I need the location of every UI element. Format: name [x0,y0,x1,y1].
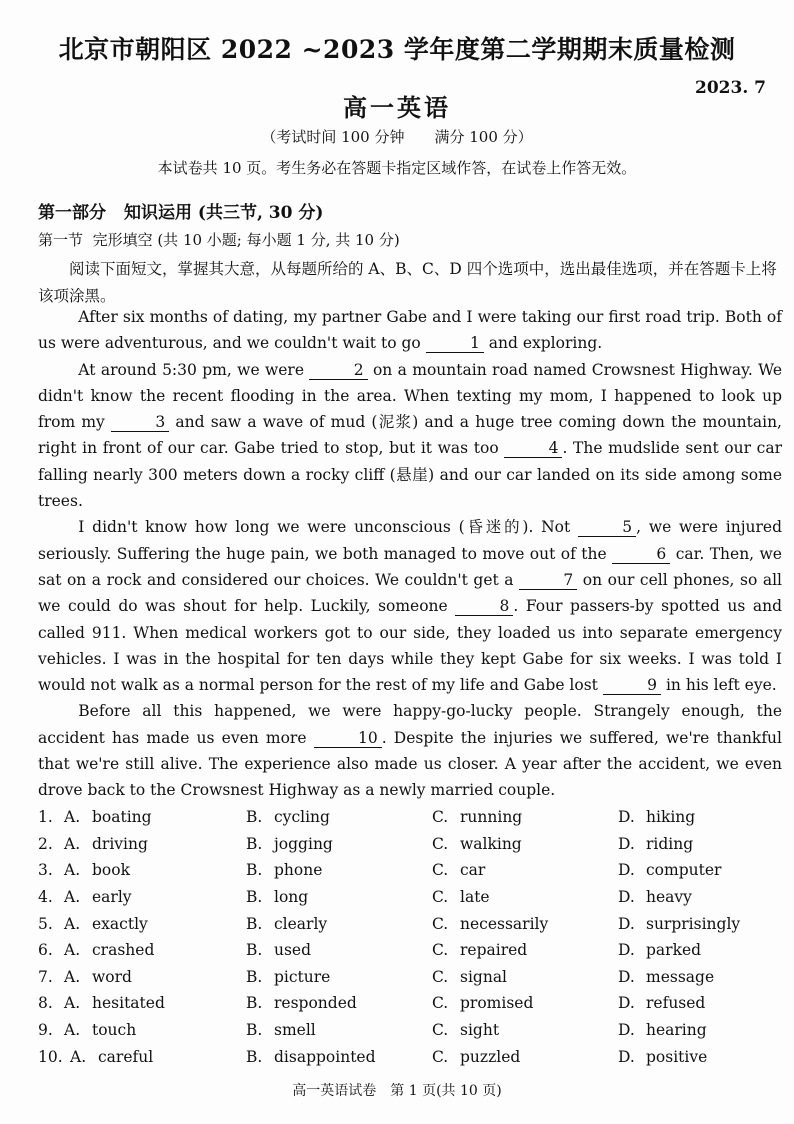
option-d [618,1048,778,1066]
blank: 6 [612,545,670,564]
passage-paragraph [38,698,782,803]
passage-text: car. Then, we sat on a rock and considered our choices. We couldn't get a [38,544,782,589]
option-c [432,808,618,826]
option-letter: D. [618,941,635,960]
option-text: car [460,861,486,880]
option-a [38,1021,246,1039]
option-c [432,1048,618,1066]
exam-notice: 本试卷共 10 页。考生务必在答题卡指定区域作答，在试卷上作答无效。 [157,159,637,177]
option-d [618,888,778,906]
question-row [38,964,778,991]
option-d [618,808,778,826]
passage-text: and exploring. [488,334,603,353]
option-text: used [274,941,312,960]
section-name: 第一节 [38,231,84,249]
question-number: 3. [38,861,53,880]
option-letter: D. [618,834,635,853]
option-letter: A. [64,914,81,933]
option-letter: A. [64,941,81,960]
option-a [38,968,246,986]
option-letter: C. [432,941,449,960]
option-letter: B. [246,914,263,933]
option-letter: D. [618,888,635,907]
option-letter: D. [618,1047,635,1066]
option-b [246,808,432,826]
option-text: crashed [92,941,155,960]
passage-text: and saw a wave of mud (泥浆) and a huge tree coming down the mountain, right in front of our car. Gabe tried to stop, but it was too [38,413,782,458]
option-text: hiking [646,808,696,827]
option-letter: A. [64,1021,81,1040]
option-text: walking [460,834,522,853]
option-text: riding [646,834,694,853]
option-text: running [460,808,523,827]
option-text: signal [460,967,508,986]
blank: 3 [111,413,169,432]
passage-paragraph [38,304,782,357]
option-a [38,888,246,906]
exam-title: 北京市朝阳区 2022 ~2023 学年度第二学期期末质量检测 [58,35,736,64]
option-b [246,1048,432,1066]
question-row [38,1043,778,1070]
cloze-passage [38,304,782,804]
option-b [246,888,432,906]
blank: 10 [314,729,382,748]
option-letter: B. [246,994,263,1013]
option-letter: C. [432,914,449,933]
option-d [618,861,778,879]
question-number: 8. [38,994,53,1013]
option-d [618,941,778,959]
option-d [618,994,778,1012]
passage-text: in his left eye. [665,676,777,695]
option-letter: A. [64,994,81,1013]
passage-text: After six months of dating, my partner Gabe and I were taking our first road trip. Both of us were adventurous, and we couldn't wait to go [38,308,782,353]
option-c [432,835,618,853]
option-a [38,994,246,1012]
part-title: 知识运用 (共三节, 30 分) [124,203,324,223]
option-text: refused [646,994,706,1013]
option-a [38,1048,246,1066]
option-c [432,968,618,986]
option-text: word [92,967,132,986]
option-d [618,835,778,853]
option-letter: C. [432,1021,449,1040]
option-text: smell [274,1021,316,1040]
question-row [38,910,778,937]
option-letter: C. [432,967,449,986]
blank: 9 [603,676,661,695]
question-row [38,804,778,831]
subject-title: 高一英语 [343,93,451,122]
question-row [38,884,778,911]
passage-paragraph [38,514,782,698]
options-list [38,804,778,1070]
option-letter: B. [246,888,263,907]
option-letter: D. [618,808,635,827]
time-info: （考试时间 100 分钟 满分 100 分） [261,128,533,146]
option-a [38,861,246,879]
question-row [38,857,778,884]
option-text: boating [92,808,152,827]
exam-date: 2023. 7 [695,78,766,98]
part-name: 第一部分 [38,203,106,223]
section-heading [38,229,400,250]
instruction: 阅读下面短文，掌握其大意，从每题所给的 A、B、C、D 四个选项中，选出最佳选项，并在答题卡上将该项涂黑。 [38,260,777,305]
page-footer: 高一英语试卷 第 1 页(共 10 页) [292,1083,502,1099]
option-letter: B. [246,967,263,986]
question-number: 1. [38,808,53,827]
option-text: hesitated [92,994,165,1013]
option-letter: D. [618,1021,635,1040]
option-text: repaired [460,941,528,960]
question-number: 4. [38,888,53,907]
option-a [38,941,246,959]
question-row [38,990,778,1017]
option-text: heavy [646,888,692,907]
option-letter: B. [246,834,263,853]
option-text: touch [92,1021,137,1040]
option-text: surprisingly [646,914,741,933]
option-a [38,915,246,933]
option-text: driving [92,834,148,853]
option-c [432,994,618,1012]
option-text: sight [460,1021,500,1040]
option-b [246,994,432,1012]
option-letter: B. [246,808,263,827]
option-c [432,1021,618,1039]
option-a [38,808,246,826]
question-number: 5. [38,914,53,933]
option-text: long [274,888,309,907]
section-title: 完形填空 (共 10 小题; 每小题 1 分, 共 10 分) [92,231,400,249]
question-number: 6. [38,941,53,960]
option-text: puzzled [460,1047,521,1066]
option-text: parked [646,941,702,960]
option-d [618,915,778,933]
option-text: necessarily [460,914,549,933]
option-text: positive [646,1047,708,1066]
option-text: disappointed [274,1047,376,1066]
option-letter: C. [432,994,449,1013]
option-c [432,941,618,959]
passage-text: I didn't know how long we were unconscious (昏迷的). Not [78,518,571,537]
passage-text: . Four passers-by spotted us and called 911. When medical workers got to our side, they loaded us into separate emergency vehicles. I was in the hospital for ten days while they kept Gabe for six weeks. I was told I would not walk as a normal person for the rest of my life and Gabe lost [38,597,782,695]
option-letter: D. [618,914,635,933]
option-letter: D. [618,967,635,986]
option-letter: B. [246,1047,263,1066]
option-text: early [92,888,132,907]
option-letter: A. [64,808,81,827]
blank: 7 [519,571,577,590]
option-text: careful [98,1047,154,1066]
option-b [246,1021,432,1039]
option-d [618,1021,778,1039]
option-letter: A. [64,888,81,907]
question-number: 9. [38,1021,53,1040]
passage-text: At around 5:30 pm, we were [78,360,305,379]
question-row [38,937,778,964]
question-number: 10. [38,1047,63,1066]
blank: 2 [309,361,367,380]
option-text: promised [460,994,534,1013]
passage-text: on our cell phones, so all we could do was shout for help. Luckily, someone [38,570,782,616]
option-letter: C. [432,808,449,827]
option-letter: C. [432,861,449,880]
option-text: phone [274,861,323,880]
passage-paragraph [38,357,782,515]
passage-text: . The mudslide sent our car falling nearly 300 meters down a rocky cliff (悬崖) and our car landed on its side among some trees. [38,439,782,511]
option-letter: C. [432,834,449,853]
option-text: late [460,888,490,907]
option-letter: D. [618,861,635,880]
option-text: hearing [646,1021,707,1040]
option-letter: A. [70,1047,87,1066]
option-text: book [92,861,130,880]
option-letter: B. [246,1021,263,1040]
option-b [246,941,432,959]
option-c [432,915,618,933]
option-letter: D. [618,994,635,1013]
option-text: clearly [274,914,328,933]
passage-text: , we were injured seriously. Suffering the huge pain, we both managed to move out of the [38,518,783,563]
passage-text: . Despite the injuries we suffered, we're thankful that we're still alive. The experience also made us closer. A year after the accident, we even drove back to the Crowsnest Highway as a newly married couple. [38,728,782,800]
option-letter: C. [432,888,449,907]
option-a [38,835,246,853]
option-d [618,968,778,986]
passage-text: Before all this happened, we were happy-go-lucky people. Strangely enough, the accident has made us even more [38,702,782,747]
option-c [432,888,618,906]
blank: 5 [578,518,636,537]
option-letter: B. [246,861,263,880]
option-text: cycling [274,808,330,827]
option-text: picture [274,967,331,986]
option-text: jogging [274,834,333,853]
question-row [38,831,778,858]
blank: 4 [504,439,562,458]
option-text: exactly [92,914,148,933]
option-letter: A. [64,967,81,986]
question-number: 2. [38,834,53,853]
option-letter: A. [64,834,81,853]
part-heading [38,198,341,223]
option-text: responded [274,994,357,1013]
option-letter: B. [246,941,263,960]
option-b [246,861,432,879]
option-text: computer [646,861,722,880]
option-letter: A. [64,861,81,880]
option-c [432,861,618,879]
question-number: 7. [38,967,53,986]
option-b [246,968,432,986]
passage-text: on a mountain road named Crowsnest Highway. We didn't know the recent flooding in the area. When texting my mom, I happened to look up from my [38,360,782,432]
question-row [38,1017,778,1044]
blank: 1 [426,334,484,353]
blank: 8 [455,597,513,616]
option-text: message [646,967,715,986]
option-letter: C. [432,1047,449,1066]
option-b [246,835,432,853]
option-b [246,915,432,933]
